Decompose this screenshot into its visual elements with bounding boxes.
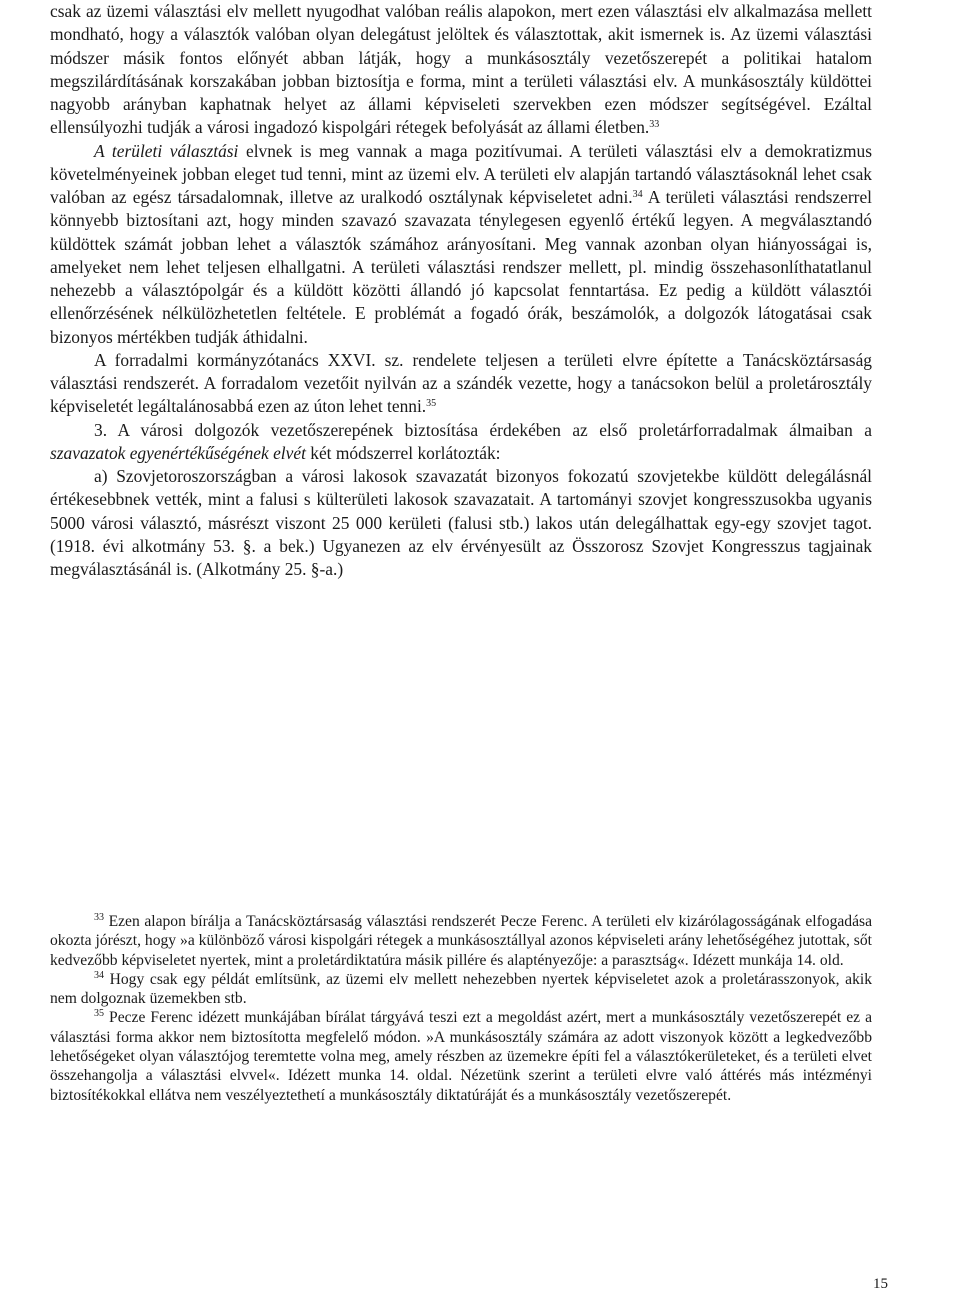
emphasis-teruleti-valasztasi: A területi választási	[94, 140, 239, 161]
paragraph-2-text-b: A területi választási rendszerrel könnyebb biztosítani azt, hogy minden szavazó szavazata ténylegesen egyenlő értékű legyen. A megválasztandó küldöttek számát jobban lehet a választók számához arányosítani. Meg vannak azonban olyan hiányosságai is, amelyeket nem lehet teljesen elhallgatni. A területi választási rendszer mellett, pl. mindig összehasonlíthatatlanul nehezebb a választópolgár és a küldött közötti állandó jó kapcsolat fenntartása. Ez pedig a küldött választói ellenőrzésének nélkülözhetetlen feltétele. E problémát a fogadó órák, beszámolók, a dolgozók látogatásai csak bizonyos mértékben tudják áthidalni.	[50, 187, 872, 347]
footnote-33-number: 33	[94, 912, 104, 923]
footnote-33-text: Ezen alapon bírálja a Tanácsköztársaság választási rendszerét Pecze Ferenc. A területi elv kizárólagosságának elfogadása okozta jórészt, hogy »a különböző városi kispolgári rétegek a munkásosztállyal azonos képviseleti arány lehetőségéhez jutottak, sőt kedvezőbb képviseletet nyertek, mint a proletárdiktatúra másik pillére és alaptényezője: a parasztság«. Idézett munkája 14. old.	[50, 913, 872, 969]
paragraph-2-text-a: elvnek is meg vannak a maga pozitívumai. A területi választási elv a demokratizmus követelményeinek jobban eleget tud tenni, mint az üzemi elv. A területi elv alapján tartandó választásoknál lehet csak valóban az egész társadalomnak, illetve az uralkodó osztálynak képviseletet adni.	[50, 140, 872, 207]
body-text	[50, 0, 872, 581]
paragraph-2	[50, 140, 872, 349]
footnote-34-text: Hogy csak egy példát említsünk, az üzemi elv mellett nehezebben nyertek képviseletet azok a proletárasszonyok, akik nem dolgoznak üzemekben stb.	[50, 970, 872, 1008]
footnote-34	[50, 970, 872, 1009]
footnote-35-text: Pecze Ferenc idézett munkájában bírálat tárgyává teszi ezt a megoldást azért, mert a munkásosztály vezetőszerepét ez a választási forma akkor nem biztosította megfelelő módon. »A munkásosztály számára az adott viszonyok között a legkedvezőbb lehetőségeket olyan választójog teremtette volna meg, amely részben az üzemekre építi fel a választókerületeket, és a területi elvet összehangolja a választási elvvel«. Idézett munka 14. oldal. Nézetünk szerint a területi elvre való áttérés más intézményi biztosítékokkal ellátva nem veszélyeztethetí a munkásosztály diktatúráját és a munkásosztály vezetőszerepét.	[50, 1009, 872, 1104]
paragraph-3-text: A forradalmi kormányzótanács XXVI. sz. rendelete teljesen a területi elvre építette a Tanácsköztársaság választási rendszerét. A forradalom vezetőit nyilván az a szándék vezette, hogy a tanácsokon belül a proletárosztály képviseletét legáltalánosabbá ezen az úton lehet tenni.	[50, 349, 872, 417]
footnotes	[50, 912, 872, 1105]
footnote-ref-34: 34	[632, 189, 643, 200]
footnote-ref-33: 33	[649, 119, 660, 131]
paragraph-5-text: a) Szovjetoroszországban a városi lakosok szavazatát bizonyos fokozatú szovjetekbe küldött delegálásnál értékesebbnek vették, mint a falusi s külterületi lakosok szavazatait. A tartományi szovjet kongresszusokba ugyanis 5000 városi választó, másrészt viszont 25 000 kerületi (falusi stb.) lakos után delegálhattak egy-egy szovjet tagot. (1918. évi alkotmány 53. §. a bek.) Ugyanezen az elv érvényesült az Összorosz Szovjet Kongresszus tagjainak megválasztásánál is. (Alkotmány 25. §-a.)	[50, 466, 872, 579]
footnote-33	[50, 912, 872, 970]
paragraph-4-text-a: 3. A városi dolgozók vezetőszerepének biztosítása érdekében az első proletárforradalmak álmaiban a	[94, 419, 872, 440]
paragraph-4	[50, 419, 872, 466]
footnote-34-number: 34	[94, 969, 104, 981]
paragraph-3	[50, 349, 872, 419]
footnote-35	[50, 1008, 872, 1104]
paragraph-5	[50, 465, 872, 581]
emphasis-szavazatok: szavazatok egyenértékűségének elvét	[50, 442, 306, 463]
footnote-ref-35: 35	[426, 398, 437, 410]
footnote-35-number: 35	[94, 1008, 104, 1020]
document-page	[50, 0, 872, 1104]
page-number: 15	[873, 1276, 888, 1292]
paragraph-1	[50, 0, 872, 140]
paragraph-1-text: csak az üzemi választási elv mellett nyugodhat valóban reális alapokon, mert ezen választási elv alkalmazása mellett mondható, hogy a választók valóban olyan delegátust jelöltek és választottak, akit ismernek is. Az üzemi választási módszer másik fontos előnyét abban látják, hogy a munkásosztály vezetőszerepét a politikai hatalom megszilárdításának korszakában jobban biztosítja e forma, mint a területi választási elv. A munkásosztály küldöttei nagyobb arányban kaphatnak helyet az állami képviseleti szervekben ezen módszer segítségével. Ezáltal ellensúlyozhi tudják a városi ingadozó kispolgári rétegek befolyását az állami életben.	[50, 1, 872, 138]
paragraph-4-text-b: két módszerrel korlátozták:	[305, 442, 501, 463]
